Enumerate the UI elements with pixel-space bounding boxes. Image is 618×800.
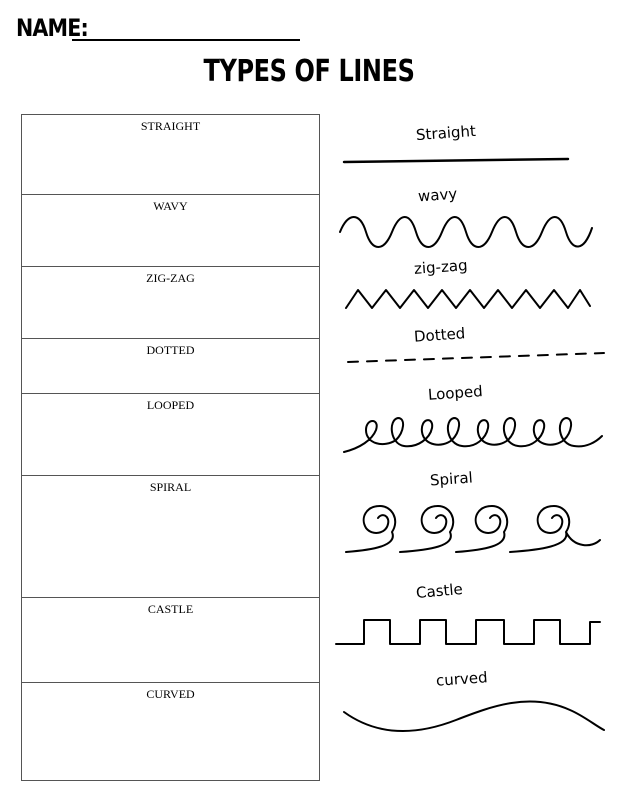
- castle-line: [336, 620, 600, 644]
- zig-zag-line: [346, 290, 590, 308]
- row-label: DOTTED: [146, 343, 195, 357]
- row-label: WAVY: [153, 199, 188, 213]
- row-label: ZIG-ZAG: [146, 271, 195, 285]
- looped-line: [344, 418, 602, 452]
- example-label-straight: Straight: [415, 121, 477, 145]
- example-label-zig-zag: zig-zag: [413, 256, 469, 278]
- straight-line: [344, 159, 568, 162]
- row-label: SPIRAL: [149, 480, 192, 494]
- name-label: NAME:: [16, 14, 88, 42]
- wavy-line: [340, 217, 592, 247]
- example-label-looped: Looped: [427, 382, 484, 404]
- row-label: STRAIGHT: [140, 119, 201, 133]
- example-label-curved: curved: [435, 668, 489, 690]
- example-label-dotted: Dotted: [413, 324, 466, 346]
- dotted-line: [348, 353, 604, 362]
- spiral-line: [346, 506, 600, 552]
- curved-line: [344, 701, 604, 731]
- row-label: CURVED: [146, 687, 195, 701]
- page-title: TYPES OF LINES: [203, 54, 415, 89]
- row-label: LOOPED: [146, 398, 195, 412]
- example-label-castle: Castle: [415, 579, 464, 603]
- example-label-spiral: Spiral: [429, 468, 474, 490]
- row-label: CASTLE: [147, 602, 194, 616]
- example-label-wavy: wavy: [417, 184, 458, 206]
